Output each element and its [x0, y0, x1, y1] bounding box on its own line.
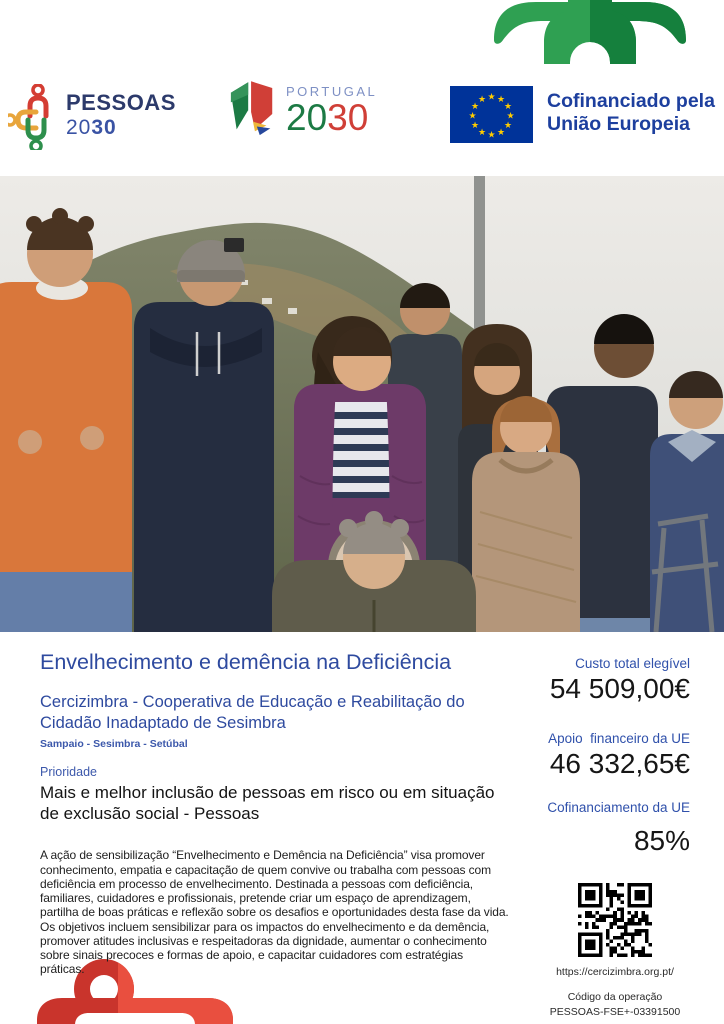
- priority-text: Mais e melhor inclusão de pessoas em risco ou em situação de exclusão social - Pessoas: [40, 782, 495, 824]
- portugal-logo-year: 2030: [286, 97, 369, 138]
- website-link[interactable]: https://cercizimbra.org.pt/: [556, 966, 674, 978]
- total-cost-label: Custo total elegível: [575, 656, 690, 671]
- eu-cofinancing-block: [450, 86, 715, 143]
- group-photo: [0, 176, 724, 632]
- cofinancing-label: Cofinanciamento da UE: [547, 800, 690, 815]
- project-info: [40, 650, 518, 976]
- qr-footer: [540, 883, 690, 1018]
- svg-text:★: ★: [477, 128, 487, 138]
- svg-text:★: ★: [487, 92, 496, 103]
- eu-flag-icon: [450, 86, 533, 143]
- svg-text:★: ★: [470, 121, 480, 131]
- portugal-2030-logo: [228, 80, 377, 146]
- svg-text:★: ★: [506, 111, 515, 122]
- operation-code-value: PESSOAS-FSE+-03391500: [549, 1006, 681, 1018]
- pessoas-logo-text: PESSOAS: [66, 90, 176, 115]
- eu-support-value: 46 332,65€: [549, 748, 690, 779]
- pessoas-2030-logo: [8, 84, 176, 150]
- portugal-2030-flag-icon: [228, 80, 278, 146]
- qr-code: [578, 883, 652, 957]
- priority-label: Prioridade: [40, 764, 97, 779]
- svg-text:★: ★: [503, 102, 513, 112]
- svg-text:★: ★: [470, 102, 480, 112]
- pessoas-people-mark-icon: [8, 84, 60, 150]
- cofinancing-value: 85%: [633, 825, 690, 856]
- beneficiary-location: Sampaio - Sesimbra - Setúbal: [40, 737, 188, 750]
- financial-info: [490, 656, 690, 1018]
- project-description: A ação de sensibilização “Envelhecimento e Demência na Deficiência” visa promover conhecimento, empatia e capacitação de quem convive ou trabalha com pessoas com deficiência em processo de envelhecimento. Destinada a pessoas com deficiência, familiares, cuidadores e profissionais, pretende criar um espaço de aprendizagem, partilha de boas práticas e reflexão sobre os desafios e oportunidades desta fase da vida. Os objetivos incluem sensibilizar para os impactos do envelhecimento e da demência, promover atitudes inclusivas e respeitadoras da dignidade, aumentar o conhecimento sobre sinais precoces e formas de apoio, e capacitar cuidadores com estratégias práticas.: [40, 848, 509, 977]
- svg-text:★: ★: [496, 128, 506, 138]
- eu-support-label: Apoio financeiro da UE: [548, 731, 690, 746]
- operation-code-label: Código da operação: [567, 991, 663, 1003]
- eu-attribution-text: Cofinanciado pela União Europeia: [547, 90, 715, 135]
- total-cost-value: 54 509,00€: [549, 673, 690, 704]
- svg-text:★: ★: [503, 121, 513, 131]
- svg-text:★: ★: [496, 95, 506, 105]
- portugal-logo-text: PORTUGAL: [286, 84, 378, 99]
- pessoas-logo-year: 2030: [66, 116, 117, 139]
- page-title: Envelhecimento e demência na Deficiência: [40, 650, 452, 674]
- svg-text:★: ★: [468, 111, 477, 122]
- beneficiary-name: Cercizimbra - Cooperativa de Educação e Reabilitação do Cidadão Inadaptado de Sesimbra: [40, 692, 465, 733]
- svg-text:★: ★: [477, 95, 487, 105]
- svg-text:★: ★: [487, 130, 496, 141]
- green-figure-icon: [488, 0, 692, 66]
